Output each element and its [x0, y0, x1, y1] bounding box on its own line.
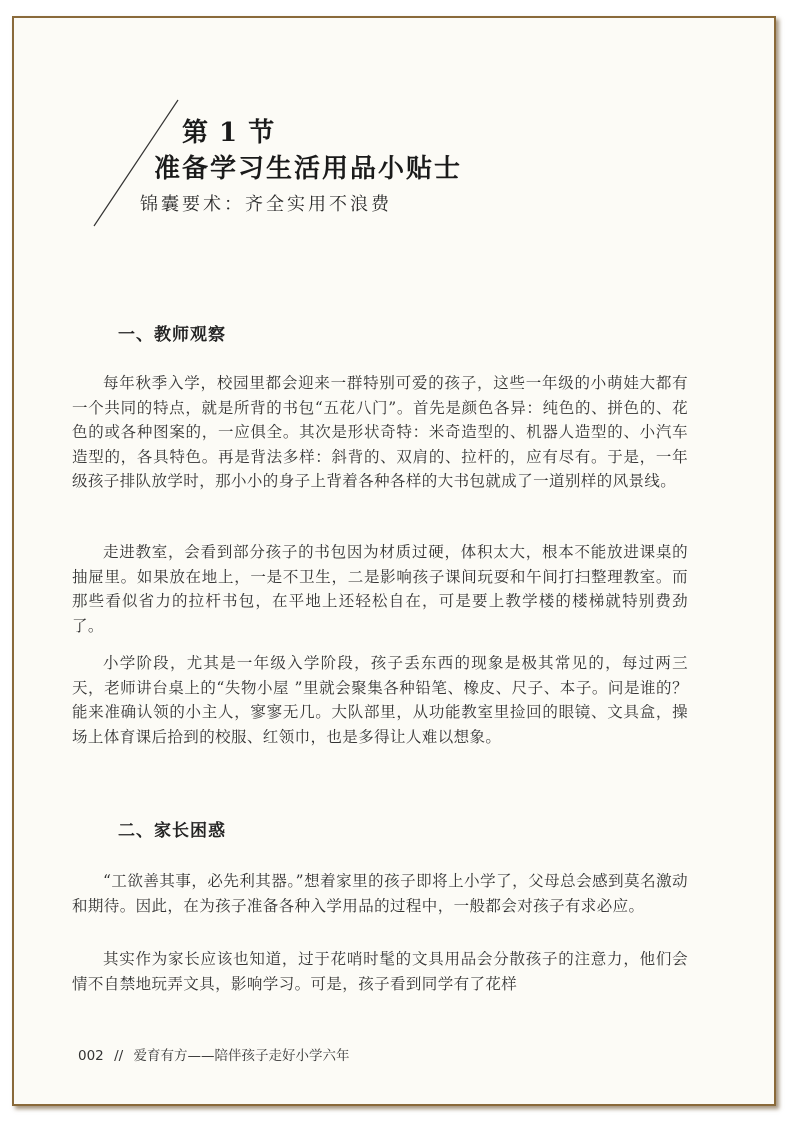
book-title: 爱育有方——陪伴孩子走好小学六年: [133, 1048, 350, 1064]
page-number: 002: [78, 1048, 104, 1064]
paragraph-3: 小学阶段，尤其是一年级入学阶段，孩子丢东西的现象是极其常见的，每过两三天，老师讲台桌上的“失物小屋 ”里就会聚集各种铅笔、橡皮、尺子、本子。问是谁的？能来准确认领的小主人，寥寥无几。大队部里，从功能教室里捡回的眼镜、文具盒，操场上体育课后拾到的校服、红领巾，也是多得让人难以想象。: [72, 654, 688, 746]
section-number: 第 1 节: [182, 118, 276, 148]
footer-separator: //: [114, 1048, 124, 1064]
book-page: [12, 16, 776, 1106]
section-subtitle: 锦囊要术：齐全实用不浪费: [140, 194, 392, 215]
heading-parent-confusion: 二、家长困惑: [118, 821, 226, 841]
paragraph-4: “工欲善其事，必先利其器。”想着家里的孩子即将上小学了，父母总会感到莫名激动和期待。因此，在为孩子准备各种入学用品的过程中，一般都会对孩子有求必应。: [72, 872, 688, 915]
page-footer: [78, 1044, 355, 1064]
paragraph-1: 每年秋季入学，校园里都会迎来一群特别可爱的孩子，这些一年级的小萌娃大都有一个共同的特点，就是所背的书包“五花八门”。首先是颜色各异：纯色的、拼色的、花色的或各种图案的，一应俱全。其次是形状奇特：米奇造型的、机器人造型的、小汽车造型的，各具特色。再是背法多样：斜背的、双肩的、拉杆的，应有尽有。于是，一年级孩子排队放学时，那小小的身子上背着各种各样的大书包就成了一道别样的风景线。: [72, 374, 688, 490]
paragraph-5: 其实作为家长应该也知道，过于花哨时髦的文具用品会分散孩子的注意力，他们会情不自禁地玩弄文具，影响学习。可是，孩子看到同学有了花样: [72, 950, 688, 993]
heading-teacher-observation: 一、教师观察: [118, 325, 226, 345]
paragraph-2: 走进教室，会看到部分孩子的书包因为材质过硬，体积太大，根本不能放进课桌的抽屉里。如果放在地上，一是不卫生，二是影响孩子课间玩耍和午间打扫整理教室。而那些看似省力的拉杆书包，在平地上还轻松自在，可是要上教学楼的楼梯就特别费劲了。: [72, 543, 688, 635]
section-title: 准备学习生活用品小贴士: [154, 154, 463, 184]
